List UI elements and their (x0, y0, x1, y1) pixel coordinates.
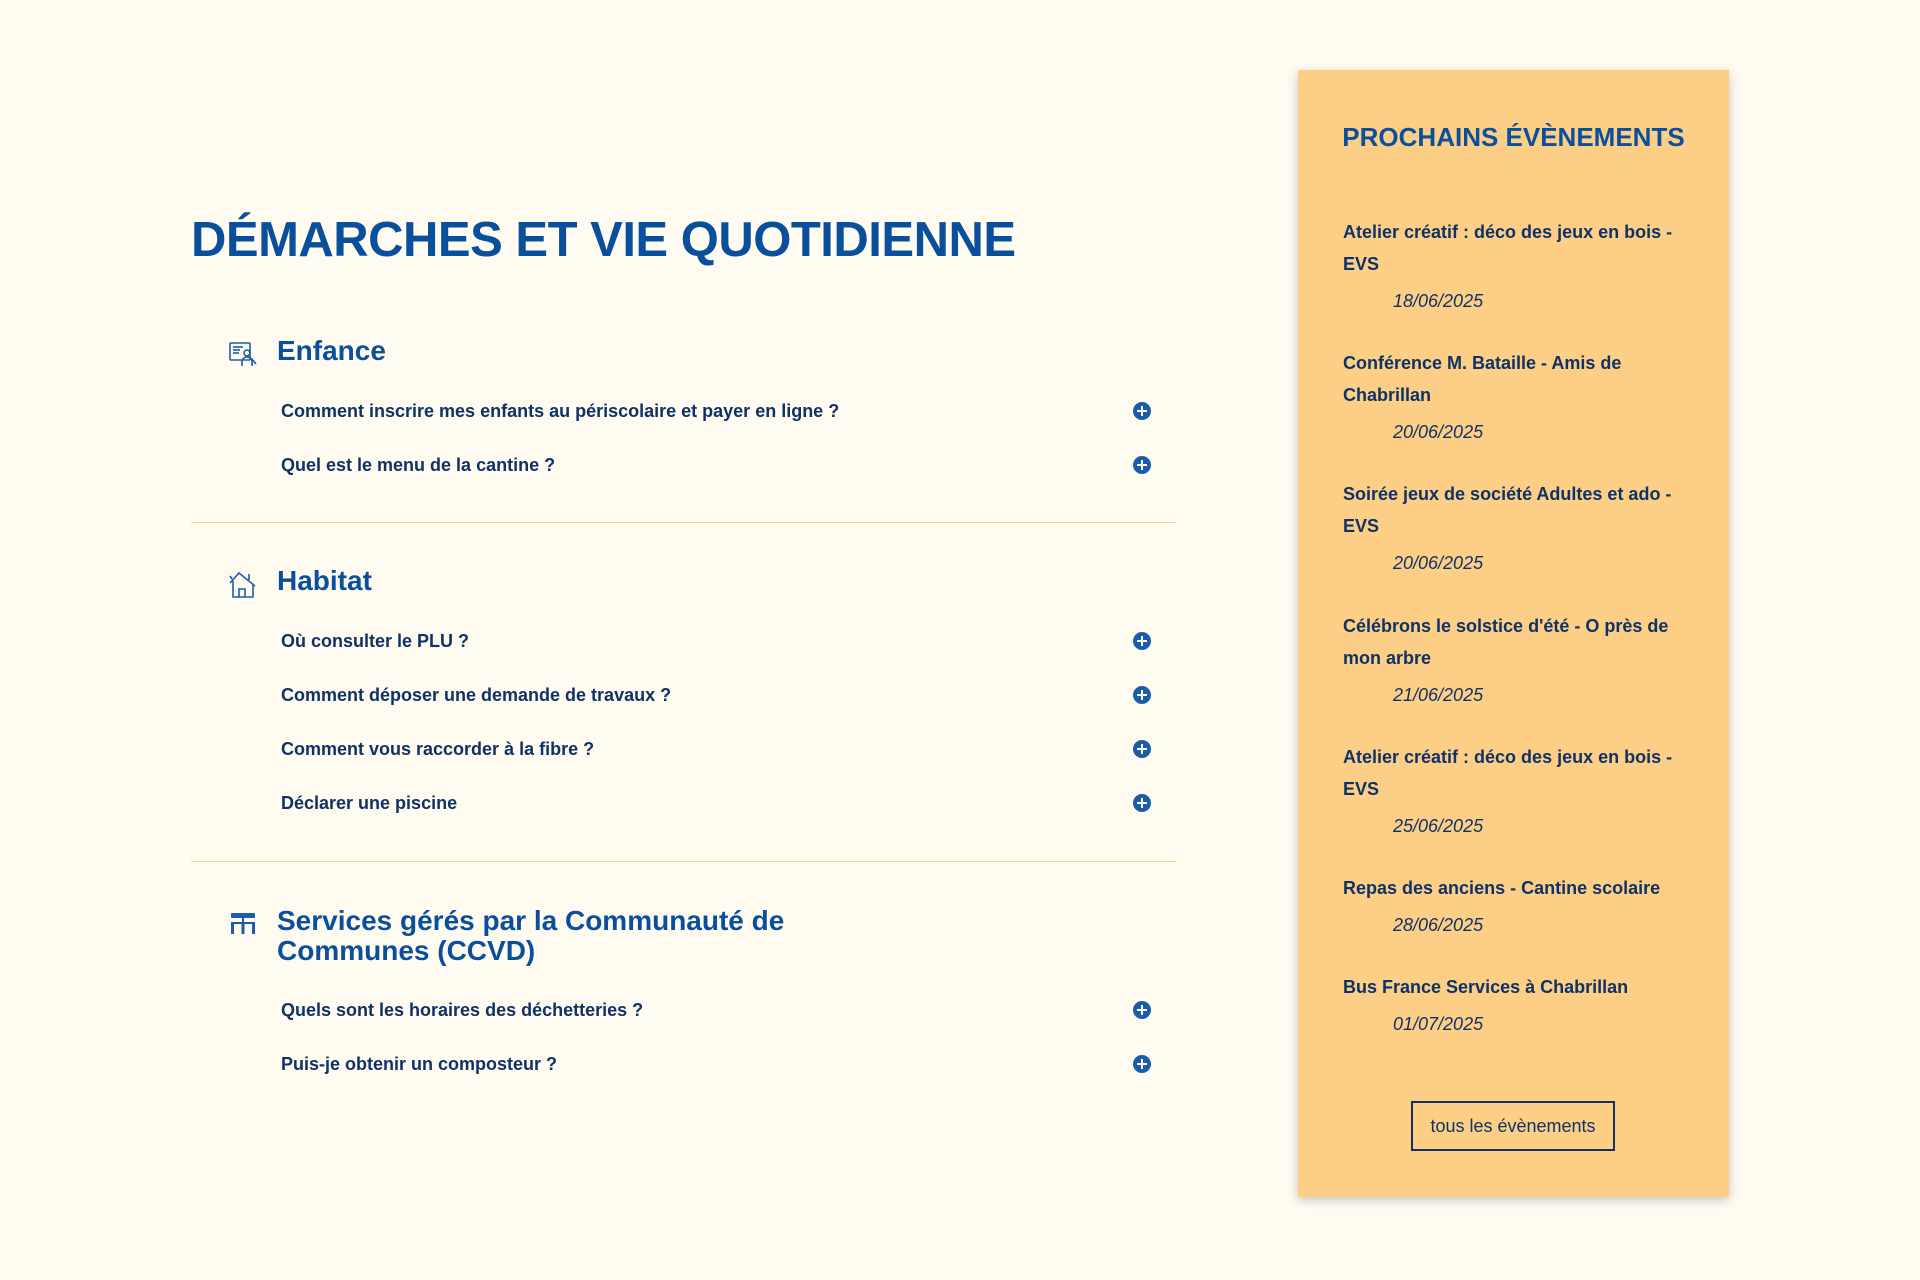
event-item[interactable] (1343, 478, 1693, 574)
faq-question: Où consulter le PLU ? (281, 630, 470, 651)
plus-icon[interactable] (1133, 402, 1151, 420)
events-title: PROCHAINS ÉVÈNEMENTS (1342, 122, 1685, 152)
event-title[interactable]: Soirée jeux de société Adultes et ado - EVS (1343, 484, 1672, 536)
section-divider (191, 522, 1176, 523)
events-panel (1298, 70, 1729, 1197)
faq-list (281, 384, 1153, 492)
plus-icon[interactable] (1133, 456, 1151, 474)
event-date: 20/06/2025 (1393, 422, 1484, 442)
faq-item[interactable] (281, 983, 1153, 1037)
event-title[interactable]: Repas des anciens - Cantine scolaire (1343, 878, 1661, 898)
event-title[interactable]: Bus France Services à Chabrillan (1343, 977, 1629, 997)
section-header (227, 566, 797, 600)
faq-question: Quels sont les horaires des déchetteries ? (281, 999, 644, 1020)
faq-list (281, 614, 1153, 830)
plus-icon[interactable] (1133, 1001, 1151, 1019)
event-date: 25/06/2025 (1393, 816, 1484, 836)
faq-question: Comment inscrire mes enfants au périscolaire et payer en ligne ? (281, 400, 840, 421)
plus-icon[interactable] (1133, 794, 1151, 812)
faq-question: Déclarer une piscine (281, 792, 458, 813)
house-icon (227, 568, 259, 600)
plus-icon[interactable] (1133, 632, 1151, 650)
section-title: Habitat (277, 565, 372, 596)
section-header (227, 906, 797, 966)
section-divider (191, 861, 1176, 862)
event-title[interactable]: Atelier créatif : déco des jeux en bois - EVS (1343, 222, 1673, 274)
faq-item[interactable] (281, 722, 1153, 776)
plus-icon[interactable] (1133, 740, 1151, 758)
event-date: 21/06/2025 (1393, 685, 1484, 705)
organization-icon (227, 908, 259, 940)
faq-list (281, 983, 1153, 1091)
event-title[interactable]: Célébrons le solstice d'été - O près de mon arbre (1343, 616, 1669, 668)
event-title[interactable]: Conférence M. Bataille - Amis de Chabrillan (1343, 353, 1622, 405)
event-date: 01/07/2025 (1393, 1014, 1484, 1034)
plus-icon[interactable] (1133, 1055, 1151, 1073)
section-header (227, 336, 797, 370)
faq-question: Comment vous raccorder à la fibre ? (281, 738, 595, 759)
section-title: Services gérés par la Communauté de Communes (CCVD) (277, 905, 785, 966)
event-date: 18/06/2025 (1393, 291, 1484, 311)
faq-question: Quel est le menu de la cantine ? (281, 454, 556, 475)
page-title: DÉMARCHES ET VIE QUOTIDIENNE (191, 213, 1016, 267)
event-title[interactable]: Atelier créatif : déco des jeux en bois - EVS (1343, 747, 1673, 799)
faq-question: Comment déposer une demande de travaux ? (281, 684, 672, 705)
all-events-button[interactable]: tous les évènements (1411, 1101, 1615, 1151)
faq-item[interactable] (281, 776, 1153, 830)
faq-item[interactable] (281, 668, 1153, 722)
event-item[interactable] (1343, 216, 1693, 312)
child-document-icon (227, 338, 259, 370)
event-item[interactable] (1343, 610, 1693, 706)
event-date: 20/06/2025 (1393, 553, 1484, 573)
section-title: Enfance (277, 335, 386, 366)
event-item[interactable] (1343, 347, 1693, 443)
faq-item[interactable] (281, 438, 1153, 492)
faq-item[interactable] (281, 1037, 1153, 1091)
plus-icon[interactable] (1133, 686, 1151, 704)
event-item[interactable] (1343, 872, 1693, 936)
faq-item[interactable] (281, 614, 1153, 668)
event-date: 28/06/2025 (1393, 915, 1484, 935)
event-item[interactable] (1343, 971, 1693, 1035)
event-item[interactable] (1343, 741, 1693, 837)
faq-item[interactable] (281, 384, 1153, 438)
faq-question: Puis-je obtenir un composteur ? (281, 1053, 558, 1074)
